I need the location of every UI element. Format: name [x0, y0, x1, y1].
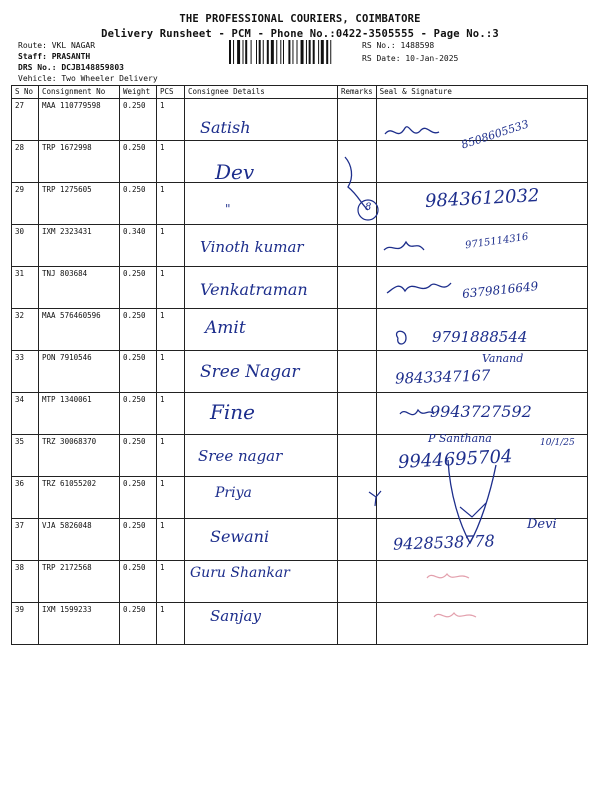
- col-consignment: Consignment No: [39, 86, 120, 99]
- drs-number: DRS No.: DCJB148859803: [18, 63, 124, 72]
- remarks-cell: [338, 351, 377, 393]
- weight-cell: 0.250: [120, 141, 157, 183]
- sno-cell: 34: [12, 393, 39, 435]
- sno-cell: 35: [12, 435, 39, 477]
- col-sno: S No: [12, 86, 39, 99]
- pcs-cell: 1: [157, 393, 185, 435]
- sno-cell: 39: [12, 603, 39, 645]
- table-row: [12, 603, 588, 645]
- consignee-handwriting: Venkatraman: [200, 280, 308, 299]
- sno-cell: 27: [12, 99, 39, 141]
- remark-tick-icon: [366, 488, 386, 508]
- consignee-handwriting: Guru Shankar: [190, 565, 290, 581]
- pcs-cell: 1: [157, 477, 185, 519]
- pcs-cell: 1: [157, 435, 185, 477]
- seal-cell: [376, 561, 587, 603]
- seal-phone-handwriting: 6379816649: [461, 279, 539, 301]
- faint-stamp-icon: [432, 607, 482, 625]
- remarks-cell: [338, 309, 377, 351]
- faint-stamp-icon: [425, 568, 475, 586]
- consignee-cell: [185, 393, 338, 435]
- pcs-cell: 1: [157, 519, 185, 561]
- runsheet-table: [11, 85, 588, 645]
- consignment-cell: VJA 5826048: [39, 519, 120, 561]
- remarks-cell: [338, 519, 377, 561]
- seal-phone-handwriting: 9715114316: [464, 231, 530, 252]
- consignment-cell: MAA 576460596: [39, 309, 120, 351]
- consignee-handwriting: ": [225, 202, 231, 216]
- pcs-cell: 1: [157, 183, 185, 225]
- date-mark: 10/1/25: [540, 438, 575, 448]
- col-pcs: PCS: [157, 86, 185, 99]
- vehicle-label: Vehicle: Two Wheeler Delivery: [18, 74, 158, 83]
- col-seal: Seal & Signature: [376, 86, 587, 99]
- sno-cell: 36: [12, 477, 39, 519]
- remarks-cell: [338, 267, 377, 309]
- route-label: Route: VKL NAGAR: [18, 41, 96, 50]
- signature-scribble-icon: [392, 328, 462, 352]
- sno-cell: 37: [12, 519, 39, 561]
- consignment-cell: IXM 1599233: [39, 603, 120, 645]
- remarks-cell: [338, 99, 377, 141]
- consignment-cell: TRP 1275605: [39, 183, 120, 225]
- consignment-cell: IXM 2323431: [39, 225, 120, 267]
- consignee-handwriting: Amit: [205, 318, 246, 338]
- seal-phone-handwriting: 8508605533: [459, 117, 531, 152]
- consignment-cell: TNJ 803684: [39, 267, 120, 309]
- signature-scribble-icon: [398, 404, 468, 428]
- remark-bracket-icon: [340, 155, 380, 235]
- consignment-cell: TRP 2172568: [39, 561, 120, 603]
- pcs-cell: 1: [157, 309, 185, 351]
- consignee-handwriting: Sanjay: [210, 607, 261, 625]
- staff-label: Staff: PRASANTH: [18, 52, 91, 61]
- sno-cell: 28: [12, 141, 39, 183]
- seal-cell: [376, 141, 587, 183]
- consignment-cell: TRZ 61055202: [39, 477, 120, 519]
- weight-cell: 0.250: [120, 477, 157, 519]
- name-p-mark: P Santhana: [428, 432, 492, 445]
- signature-scribble-icon: [383, 120, 453, 144]
- weight-cell: 0.250: [120, 309, 157, 351]
- sno-cell: 31: [12, 267, 39, 309]
- remarks-cell: [338, 561, 377, 603]
- rs-date: RS Date: 10-Jan-2025: [362, 54, 459, 63]
- pcs-cell: 1: [157, 141, 185, 183]
- barcode-icon: [229, 40, 353, 64]
- remark-circle-mark: 8: [365, 202, 372, 213]
- consignee-cell: [185, 603, 338, 645]
- row33-name: Vanand: [482, 352, 524, 365]
- pcs-cell: 1: [157, 351, 185, 393]
- consignee-cell: [185, 183, 338, 225]
- remarks-cell: [338, 435, 377, 477]
- weight-cell: 0.250: [120, 393, 157, 435]
- sno-cell: 38: [12, 561, 39, 603]
- seal-phone-handwriting: 9843347167: [394, 366, 491, 388]
- col-remarks: Remarks: [338, 86, 377, 99]
- remarks-cell: [338, 603, 377, 645]
- consignee-handwriting: Vinoth kumar: [200, 238, 304, 256]
- rs-number: RS No.: 1488598: [362, 41, 435, 50]
- weight-cell: 0.250: [120, 519, 157, 561]
- sno-cell: 33: [12, 351, 39, 393]
- seal-phone-handwriting: 9791888544: [432, 328, 528, 346]
- signature-loop-icon: [440, 455, 510, 550]
- sno-cell: 32: [12, 309, 39, 351]
- consignment-cell: PON 7910546: [39, 351, 120, 393]
- table-row: [12, 141, 588, 183]
- table-header-row: [12, 86, 588, 99]
- seal-phone-handwriting: 9843612032: [424, 185, 541, 212]
- consignment-cell: TRP 1672998: [39, 141, 120, 183]
- sno-cell: 29: [12, 183, 39, 225]
- consignee-cell: [185, 477, 338, 519]
- company-title: THE PROFESSIONAL COURIERS, COIMBATORE: [179, 13, 421, 25]
- weight-cell: 0.340: [120, 225, 157, 267]
- weight-cell: 0.250: [120, 561, 157, 603]
- weight-cell: 0.250: [120, 351, 157, 393]
- table-row: [12, 561, 588, 603]
- col-consignee: Consignee Details: [185, 86, 338, 99]
- consignee-cell: [185, 141, 338, 183]
- pcs-cell: 1: [157, 99, 185, 141]
- consignment-cell: MAA 110779598: [39, 99, 120, 141]
- weight-cell: 0.250: [120, 183, 157, 225]
- seal-phone-handwriting: 9943727592: [430, 402, 532, 421]
- seal-phone-handwriting: 9428538778: [392, 531, 496, 554]
- remarks-cell: [338, 393, 377, 435]
- weight-cell: 0.250: [120, 99, 157, 141]
- consignee-handwriting: Satish: [200, 118, 251, 137]
- sno-cell: 30: [12, 225, 39, 267]
- seal-phone-handwriting: 9944695704: [397, 446, 514, 473]
- pcs-cell: 1: [157, 225, 185, 267]
- consignee-handwriting: Fine: [210, 400, 255, 424]
- consignment-cell: TRZ 30068370: [39, 435, 120, 477]
- consignee-handwriting: Sree nagar: [198, 447, 283, 465]
- col-weight: Weight: [120, 86, 157, 99]
- pcs-cell: 1: [157, 603, 185, 645]
- row37-name: Devi: [527, 517, 557, 532]
- consignee-handwriting: Sewani: [210, 527, 270, 546]
- runsheet-subtitle: Delivery Runsheet - PCM - Phone No.:0422-3505555 - Page No.:3: [101, 28, 499, 40]
- consignee-handwriting: Priya: [215, 485, 252, 501]
- weight-cell: 0.250: [120, 603, 157, 645]
- consignee-handwriting: Dev: [215, 160, 255, 184]
- weight-cell: 0.250: [120, 267, 157, 309]
- pcs-cell: 1: [157, 267, 185, 309]
- consignment-cell: MTP 1340061: [39, 393, 120, 435]
- weight-cell: 0.250: [120, 435, 157, 477]
- consignee-handwriting: Sree Nagar: [200, 362, 300, 382]
- pcs-cell: 1: [157, 561, 185, 603]
- signature-scribble-icon: [382, 236, 452, 260]
- signature-scribble-icon: [385, 275, 455, 299]
